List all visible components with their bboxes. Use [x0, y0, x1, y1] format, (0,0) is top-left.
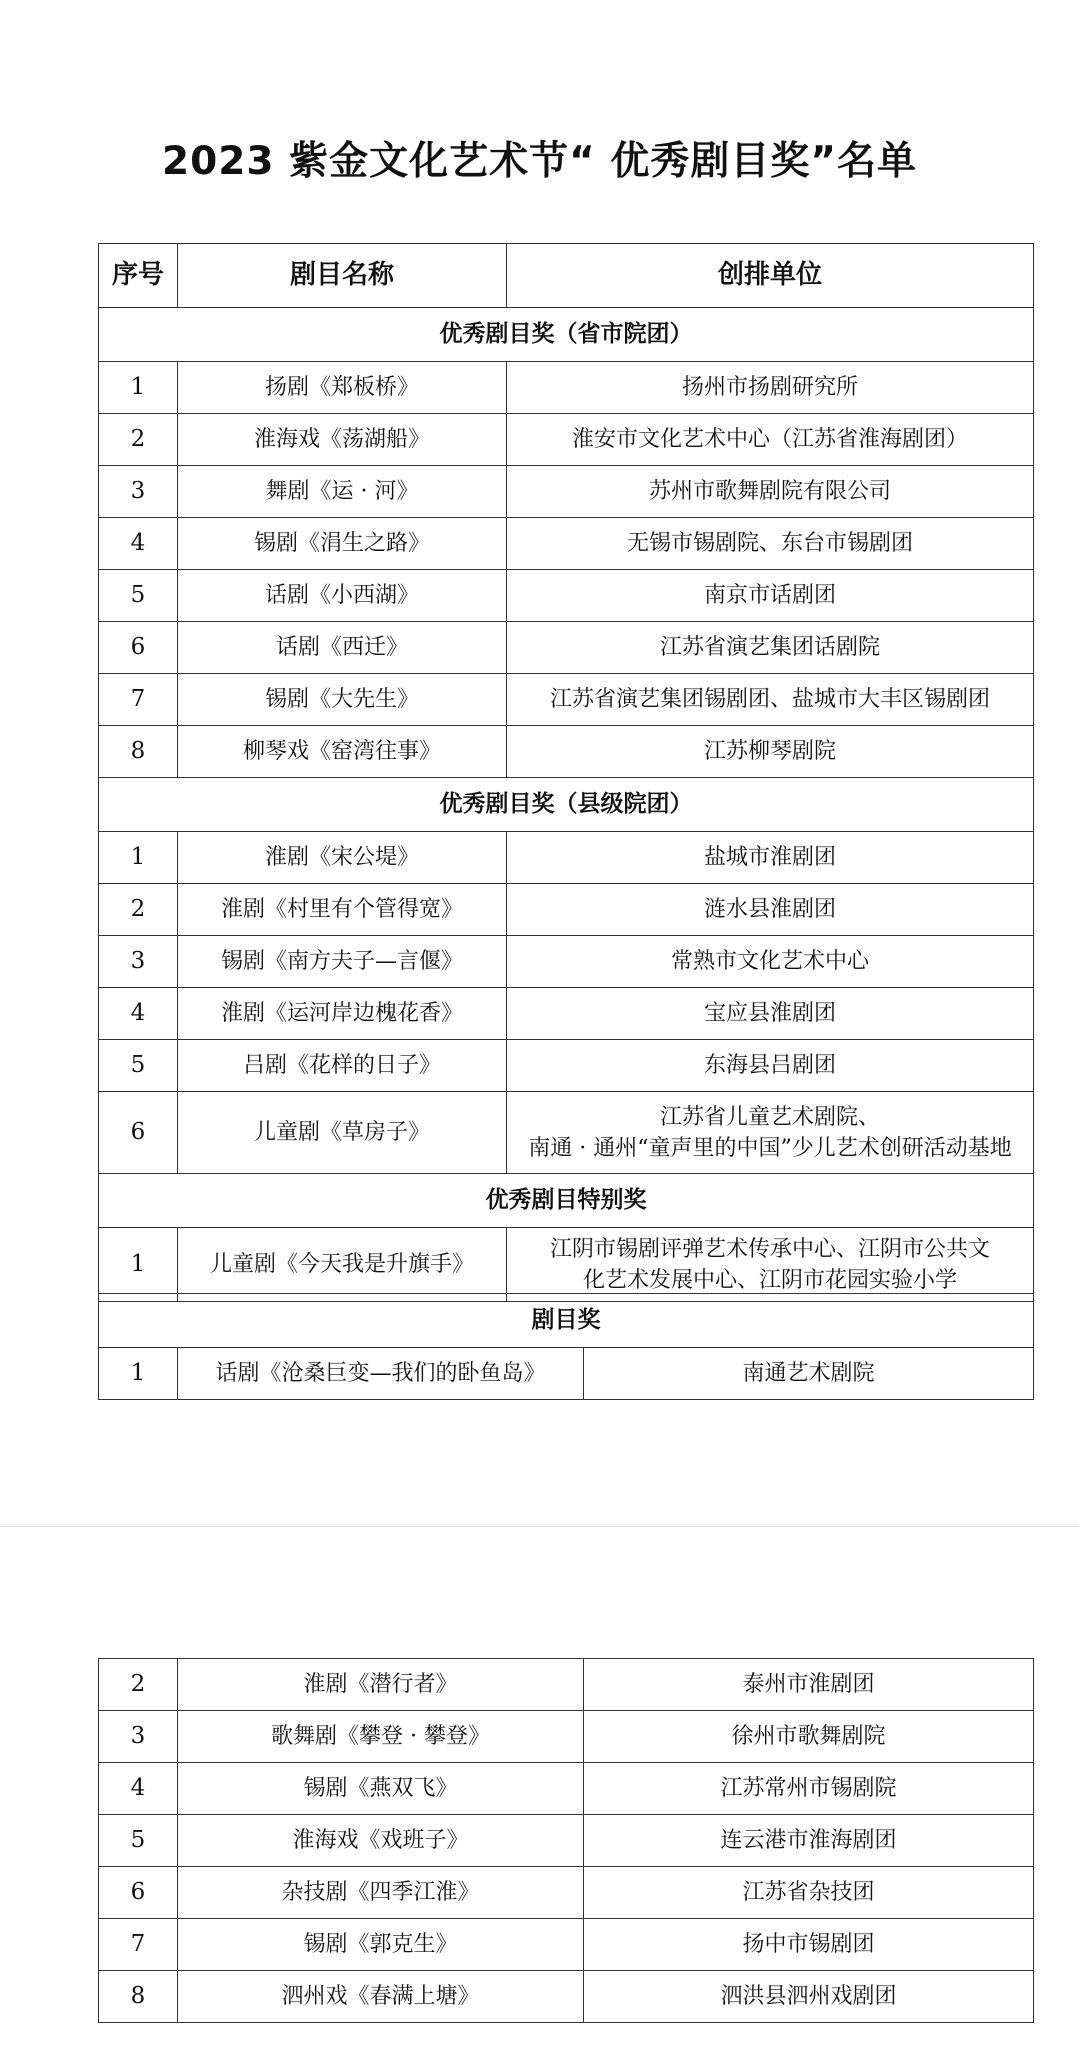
section-row [99, 778, 1034, 832]
table-row [99, 936, 1034, 988]
row-unit: 泰州市淮剧团 [584, 1659, 1034, 1711]
row-num: 6 [99, 1092, 178, 1174]
table-row [99, 466, 1034, 518]
row-unit: 扬中市锡剧团 [584, 1919, 1034, 1971]
table-row [99, 1228, 1034, 1302]
award-table-continued [98, 1658, 1034, 2023]
row-unit: 连云港市淮海剧团 [584, 1815, 1034, 1867]
row-num: 2 [99, 884, 178, 936]
table-row [99, 622, 1034, 674]
row-unit: 苏州市歌舞剧院有限公司 [507, 466, 1034, 518]
row-name: 扬剧《郑板桥》 [178, 362, 507, 414]
header-num: 序号 [99, 244, 178, 308]
row-num: 5 [99, 1815, 178, 1867]
table-row [99, 518, 1034, 570]
row-name: 淮剧《运河岸边槐花香》 [178, 988, 507, 1040]
row-unit [507, 1228, 1034, 1302]
table-row [99, 726, 1034, 778]
table-row [99, 1971, 1034, 2023]
row-name: 锡剧《郭克生》 [178, 1919, 584, 1971]
table-row [99, 1659, 1034, 1711]
row-unit-line: 南通 · 通州“童声里的中国”少儿艺术创研活动基地 [528, 1135, 1012, 1161]
header-name: 剧目名称 [178, 244, 507, 308]
page-title: 2023 紫金文化艺术节“ 优秀剧目奖”名单 [162, 139, 917, 184]
row-name: 淮海戏《戏班子》 [178, 1815, 584, 1867]
row-num: 3 [99, 1711, 178, 1763]
row-name: 淮剧《宋公堤》 [178, 832, 507, 884]
row-name: 锡剧《涓生之路》 [178, 518, 507, 570]
row-name: 锡剧《南方夫子—言偃》 [178, 936, 507, 988]
row-num: 2 [99, 414, 178, 466]
table-row [99, 570, 1034, 622]
table-row [99, 1348, 1034, 1400]
row-name: 淮海戏《荡湖船》 [178, 414, 507, 466]
row-unit: 常熟市文化艺术中心 [507, 936, 1034, 988]
table-row [99, 988, 1034, 1040]
row-num: 5 [99, 1040, 178, 1092]
row-num: 1 [99, 1228, 178, 1302]
row-unit: 南京市话剧团 [507, 570, 1034, 622]
row-num: 8 [99, 1971, 178, 2023]
table-row [99, 414, 1034, 466]
table-row [99, 1867, 1034, 1919]
table-header-row [99, 244, 1034, 308]
section-row [99, 1294, 1034, 1348]
table-row [99, 884, 1034, 936]
row-name: 歌舞剧《攀登 · 攀登》 [178, 1711, 584, 1763]
section-row [99, 1174, 1034, 1228]
row-unit [507, 1092, 1034, 1174]
table-row [99, 1092, 1034, 1174]
row-unit: 江苏省杂技团 [584, 1867, 1034, 1919]
row-unit: 江苏常州市锡剧院 [584, 1763, 1034, 1815]
row-num: 8 [99, 726, 178, 778]
row-num: 7 [99, 1919, 178, 1971]
table-row [99, 1919, 1034, 1971]
row-name: 泗州戏《春满上塘》 [178, 1971, 584, 2023]
row-num: 1 [99, 362, 178, 414]
row-unit: 扬州市扬剧研究所 [507, 362, 1034, 414]
row-unit: 无锡市锡剧院、东台市锡剧团 [507, 518, 1034, 570]
row-unit: 涟水县淮剧团 [507, 884, 1034, 936]
row-name: 锡剧《燕双飞》 [178, 1763, 584, 1815]
row-name: 儿童剧《草房子》 [178, 1092, 507, 1174]
row-num: 3 [99, 466, 178, 518]
row-num: 6 [99, 1867, 178, 1919]
row-num: 4 [99, 1763, 178, 1815]
row-unit: 江苏柳琴剧院 [507, 726, 1034, 778]
row-num: 7 [99, 674, 178, 726]
section-title: 优秀剧目特别奖 [99, 1174, 1034, 1228]
row-unit: 南通艺术剧院 [584, 1348, 1034, 1400]
page-divider [0, 1526, 1079, 1527]
section-title: 优秀剧目奖（县级院团） [99, 778, 1034, 832]
row-name: 话剧《沧桑巨变—我们的卧鱼岛》 [178, 1348, 584, 1400]
table-row [99, 1815, 1034, 1867]
row-name: 杂技剧《四季江淮》 [178, 1867, 584, 1919]
row-name: 淮剧《村里有个管得宽》 [178, 884, 507, 936]
row-name: 柳琴戏《窑湾往事》 [178, 726, 507, 778]
row-unit-line: 化艺术发展中心、江阴市花园实验小学 [582, 1267, 957, 1293]
row-num: 3 [99, 936, 178, 988]
row-unit-line: 江苏省儿童艺术剧院、 [659, 1104, 880, 1130]
row-name: 锡剧《大先生》 [178, 674, 507, 726]
row-name: 淮剧《潜行者》 [178, 1659, 584, 1711]
table-row [99, 1763, 1034, 1815]
row-name: 舞剧《运 · 河》 [178, 466, 507, 518]
row-unit: 江苏省演艺集团话剧院 [507, 622, 1034, 674]
table-row [99, 1711, 1034, 1763]
row-num: 4 [99, 518, 178, 570]
row-unit: 东海县吕剧团 [507, 1040, 1034, 1092]
row-unit: 徐州市歌舞剧院 [584, 1711, 1034, 1763]
section-title: 剧目奖 [99, 1294, 1034, 1348]
row-unit: 盐城市淮剧团 [507, 832, 1034, 884]
table-row [99, 362, 1034, 414]
section-row [99, 308, 1034, 362]
award-table-repertoire [98, 1293, 1034, 1400]
row-num: 2 [99, 1659, 178, 1711]
row-name: 话剧《西迁》 [178, 622, 507, 674]
section-title: 优秀剧目奖（省市院团） [99, 308, 1034, 362]
row-num: 1 [99, 832, 178, 884]
row-unit: 淮安市文化艺术中心（江苏省淮海剧团） [507, 414, 1034, 466]
header-unit: 创排单位 [507, 244, 1034, 308]
row-num: 4 [99, 988, 178, 1040]
award-table-main [98, 243, 1034, 1302]
row-num: 5 [99, 570, 178, 622]
row-name: 吕剧《花样的日子》 [178, 1040, 507, 1092]
row-unit-line: 江阴市锡剧评弹艺术传承中心、江阴市公共文 [549, 1236, 990, 1262]
row-name: 话剧《小西湖》 [178, 570, 507, 622]
row-unit: 宝应县淮剧团 [507, 988, 1034, 1040]
row-unit: 泗洪县泗州戏剧团 [584, 1971, 1034, 2023]
row-name: 儿童剧《今天我是升旗手》 [178, 1228, 507, 1302]
table-row [99, 674, 1034, 726]
row-num: 6 [99, 622, 178, 674]
table-row [99, 832, 1034, 884]
row-num: 1 [99, 1348, 178, 1400]
table-row [99, 1040, 1034, 1092]
row-unit: 江苏省演艺集团锡剧团、盐城市大丰区锡剧团 [507, 674, 1034, 726]
